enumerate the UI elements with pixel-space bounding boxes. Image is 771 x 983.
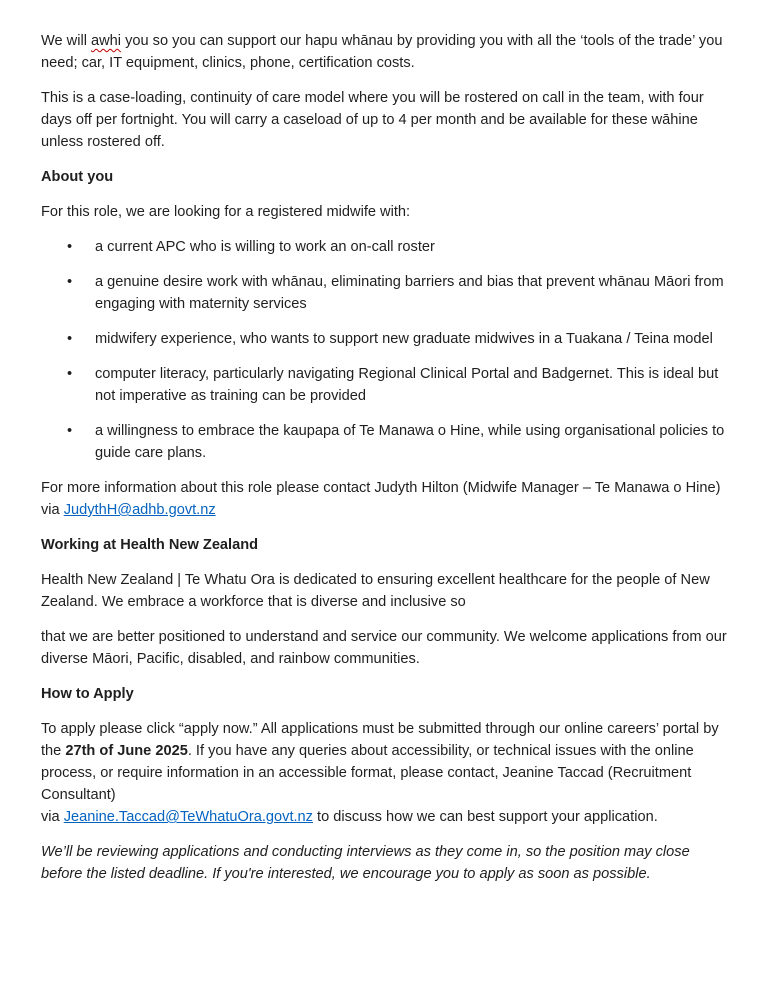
intro-text-pre: We will (41, 33, 92, 49)
misspelled-word-awhi: awhi (91, 33, 122, 49)
apply-text-mid: . If you have any queries about accessibility, or technical issues with the online process, or require information in an accessible format, please contact, Jeanine Taccad (Recruitment Consultant) (41, 743, 694, 803)
intro-text-post: you so you can support our hapu whānau by providing you with all the ‘tools of the trade’ you need; car, IT equipment, clinics, phone, certification costs. (41, 33, 723, 71)
list-item: • midwifery experience, who wants to support new graduate midwives in a Tuakana / Teina model (41, 328, 733, 350)
paragraph-care-model: This is a case-loading, continuity of care model where you will be rostered on call in the team, with four days off per fortnight. You will carry a caseload of up to 4 per month and be available for these wāhine unless rostered off. (41, 90, 704, 150)
paragraph-closing-note: We’ll be reviewing applications and conducting interviews as they come in, so the position may close before the listed deadline. If you're interested, we encourage you to apply as soon as possible. (41, 844, 690, 882)
requirements-list (41, 236, 733, 464)
paragraph-working-2: that we are better positioned to understand and service our community. We welcome applications from our diverse Māori, Pacific, disabled, and rainbow communities. (41, 629, 727, 667)
email-link-jeanine[interactable]: Jeanine.Taccad@TeWhatuOra.govt.nz (63, 809, 313, 825)
list-item: • computer literacy, particularly navigating Regional Clinical Portal and Badgernet. This is ideal but not imperative as training can be provided (41, 363, 733, 407)
apply-deadline-date: 27th of June 2025 (65, 743, 188, 759)
heading-working-at: Working at Health New Zealand (41, 537, 259, 553)
apply-text-pre: To apply please click “apply now.” All applications must be submitted through our online careers’ portal by the (41, 721, 719, 759)
apply-text-via: via (41, 809, 64, 825)
paragraph-contact (41, 477, 733, 521)
contact-text: For more information about this role please contact Judyth Hilton (Midwife Manager – Te Manawa o Hine) via (41, 480, 721, 518)
paragraph-apply (41, 718, 733, 828)
apply-text-post: to discuss how we can best support your application. (312, 809, 658, 825)
list-item: • a current APC who is willing to work an on-call roster (41, 236, 733, 258)
paragraph-intro (41, 30, 733, 74)
paragraph-looking-for: For this role, we are looking for a registered midwife with: (41, 204, 411, 220)
list-item: • a genuine desire work with whānau, eliminating barriers and bias that prevent whānau Māori from engaging with maternity services (41, 271, 733, 315)
paragraph-working-1: Health New Zealand | Te Whatu Ora is dedicated to ensuring excellent healthcare for the people of New Zealand. We embrace a workforce that is diverse and inclusive so (41, 572, 710, 610)
list-item: • a willingness to embrace the kaupapa of Te Manawa o Hine, while using organisational policies to guide care plans. (41, 420, 733, 464)
heading-how-to-apply: How to Apply (41, 686, 134, 702)
heading-about-you: About you (41, 169, 114, 185)
email-link-judyth[interactable]: JudythH@adhb.govt.nz (63, 502, 216, 518)
